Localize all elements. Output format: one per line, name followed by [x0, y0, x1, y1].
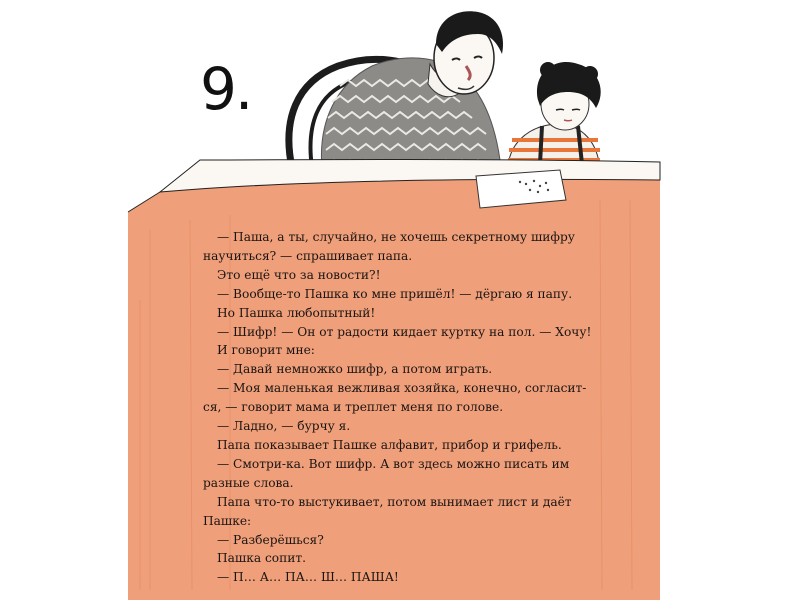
text-line: научиться? — спрашивает папа.	[203, 248, 413, 263]
text-line: — Шифр! — Он от радости кидает куртку на пол. — Хочу!	[217, 324, 592, 339]
text-line: — Разберёшься?	[217, 532, 324, 547]
text-line: Пашке:	[203, 513, 252, 528]
text-line: — Моя маленькая вежливая хозяйка, конечно, согласит-	[217, 381, 587, 396]
text-line: ся, — говорит мама и треплет меня по голове.	[203, 400, 504, 415]
text-line: разные слова.	[203, 475, 294, 490]
text-line: — Смотри-ка. Вот шифр. А вот здесь можно писать им	[217, 456, 570, 471]
text-line: Пашка сопит.	[217, 551, 307, 566]
text-line: Но Пашка любопытный!	[217, 305, 376, 320]
text-line: И говорит мне:	[217, 343, 315, 358]
text-line: Папа показывает Пашке алфавит, прибор и грифель.	[217, 437, 562, 452]
text-line: Это ещё что за новости?!	[217, 267, 381, 282]
text-line: — Вообще-то Пашка ко мне пришёл! — дёргаю я папу.	[217, 286, 573, 301]
text-line: — Ладно, — бурчу я.	[217, 419, 351, 434]
text-line: Папа что-то выстукивает, потом вынимает лист и даёт	[217, 494, 572, 509]
text-line: — Паша, а ты, случайно, не хочешь секретному шифру	[217, 230, 575, 244]
text-line: — П… А… ПА… Ш… ПАША!	[217, 570, 399, 585]
chapter-number: 9.	[200, 55, 252, 123]
text-line: — Давай немножко шифр, а потом играть.	[217, 362, 493, 377]
story-text	[203, 228, 592, 587]
